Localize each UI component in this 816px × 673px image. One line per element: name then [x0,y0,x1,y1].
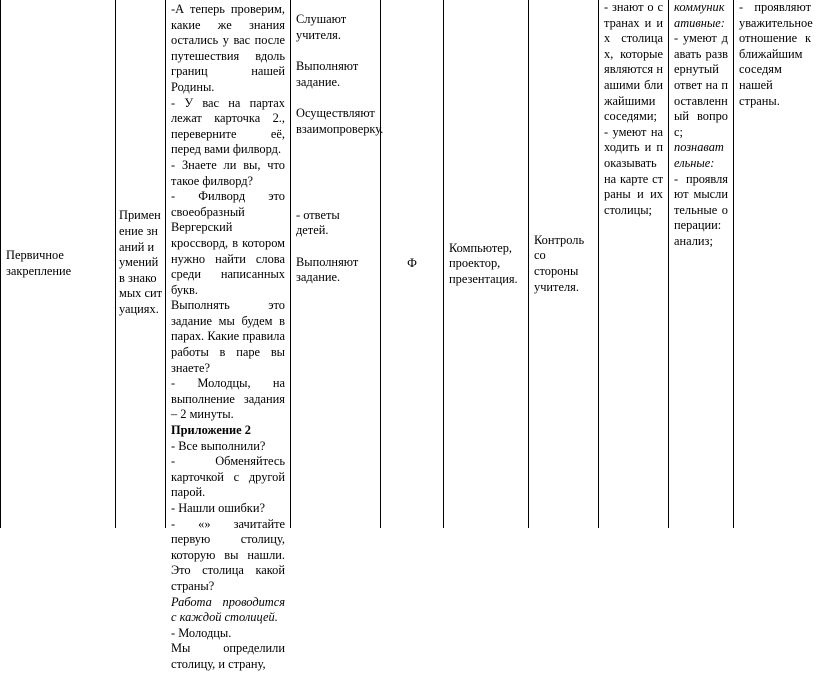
method-cell [115,0,165,528]
comm-label: коммуникативные: [674,0,725,30]
appendix-label: Приложение 2 [171,423,251,438]
subject-results-cell [598,0,668,528]
cogn-text: - проявляют мыслительные операции: анализ; [674,171,728,248]
comm-text: - умеют давать развернутый ответ на поставленный вопрос; [674,31,728,139]
teacher-line: - Знаете ли вы, что такое филворд? [171,157,285,188]
equipment-text: Компьютер, проектор, презентация. [449,240,518,286]
teacher-line: - Молодцы, на выполнение задания – 2 минуты. [171,376,285,422]
stage-cell [0,0,115,528]
teacher-line: - Все выполнили? [171,438,266,453]
form-cell [380,0,443,528]
form-text: Ф [407,256,417,271]
equipment-cell [443,0,528,528]
student-line: Слушают учителя. [296,12,347,42]
stage-name: Первичное закрепление [6,248,72,278]
teacher-line: - «» зачитайте первую столицу, которую вы нашли. Это столица какой страны? [171,516,285,593]
uud-cell [668,0,733,528]
student-line: Выполняют задание. [296,59,359,89]
control-cell [528,0,598,528]
teacher-line: - Обменяйтесь карточкой с другой парой. [171,454,285,500]
method-text: Применение знаний и умений в знакомых ситуациях. [119,208,163,316]
student-line: Осуществляют взаимопроверку. [296,106,384,136]
personal-results-cell [733,0,816,528]
control-text: Контроль со стороны учителя. [534,232,585,294]
teacher-line: Выполнять это задание мы будем в парах. Какие правила работы в паре вы знаете? [171,298,285,375]
teacher-activity-cell [165,0,290,671]
teacher-line: - Нашли ошибки? [171,501,265,515]
student-line: - ответы детей. [296,207,340,238]
teacher-line: - Молодцы. [171,625,232,640]
result-line: - умеют находить и показывать на карте страны и их столицы; [604,124,663,217]
result-line: - знают о странах и их столицах, которые являются нашими ближайшими соседями; [604,0,663,124]
teacher-line: - У вас на партах лежат карточка 2., переверните её, перед вами филворд. [171,95,285,157]
student-activity-cell [290,0,384,528]
teacher-line: -А теперь проверим, какие же знания остались у вас после путешествия вдоль границ нашей Родины. [171,2,285,94]
personal-text: - проявляют уважительное отношение к ближайшим соседям нашей страны. [739,0,813,108]
teacher-line: Мы определили столицу, и страну, [171,641,285,671]
cogn-label: познавательные: [674,140,724,170]
teacher-note: Работа проводится с каждой столицей. [171,594,285,625]
student-line: Выполняют задание. [296,254,359,285]
teacher-line: - Филворд это своеобразный Вергерский кроссворд, в котором нужно найти слова среди написанных букв. [171,189,285,297]
